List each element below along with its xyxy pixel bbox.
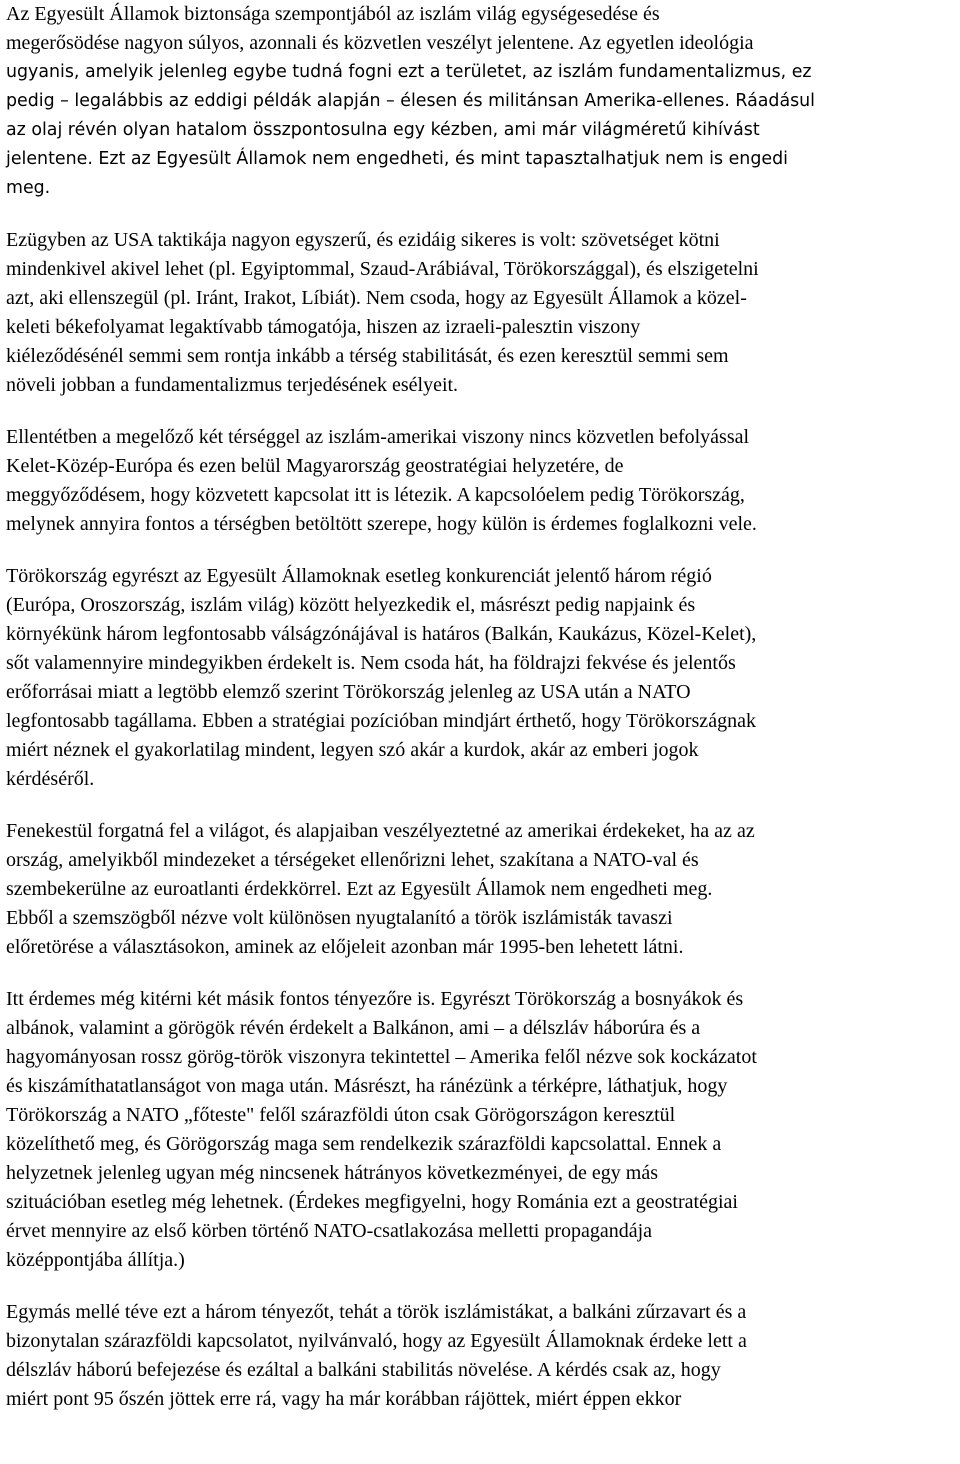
text-line: Fenekestül forgatná fel a világot, és alapjaiban veszélyeztetné az amerikai érdekeket, ha az az — [6, 820, 755, 842]
paragraph-1 — [6, 0, 954, 203]
text-line: növeli jobban a fundamentalizmus terjedésének esélyeit. — [6, 374, 459, 396]
paragraph-3 — [6, 423, 954, 539]
text-line: Kelet-Közép-Európa és ezen belül Magyarország geostratégiai helyzetére, de — [6, 455, 624, 477]
paragraph-5 — [6, 817, 954, 962]
text-line: kiéleződésénél semmi sem rontja inkább a térség stabilitását, és ezen keresztül semmi sem — [6, 345, 729, 367]
text-line: délszláv háború befejezése és ezáltal a balkáni stabilitás növelése. A kérdés csak az, hogy — [6, 1359, 721, 1381]
text-line: környékünk három legfontosabb válságzónájával is határos (Balkán, Kaukázus, Közel-Kelet), — [6, 623, 757, 645]
text-line: Ellentétben a megelőző két térséggel az iszlám-amerikai viszony nincs közvetlen befolyással — [6, 426, 750, 448]
paragraph-7 — [6, 1298, 954, 1414]
text-line: kérdéséről. — [6, 768, 95, 790]
text-line: bizonytalan szárazföldi kapcsolatot, nyilvánvaló, hogy az Egyesült Államoknak érdeke lett a — [6, 1330, 747, 1352]
text-line: szituációban esetleg még lehetnek. (Érdekes megfigyelni, hogy Románia ezt a geostratégiai — [6, 1191, 738, 1213]
text-line: az olaj révén olyan hatalom összpontosulna egy kézben, ami már világméretű kihívást — [6, 120, 760, 140]
text-line: albánok, valamint a görögök révén érdekelt a Balkánon, ami – a délszláv háborúra és a — [6, 1017, 701, 1039]
text-line: erőforrásai miatt a legtöbb elemző szerint Törökország jelenleg az USA után a NATO — [6, 681, 691, 703]
text-line: hagyományosan rossz görög-török viszonyra tekintettel – Amerika felől nézve sok kockázatot — [6, 1046, 757, 1068]
text-line: meggyőződésem, hogy közvetett kapcsolat itt is létezik. A kapcsolóelem pedig Törökország, — [6, 484, 745, 506]
text-line: miért pont 95 őszén jöttek erre rá, vagy ha már korábban rájöttek, miért éppen ekkor — [6, 1388, 682, 1410]
text-line: Az Egyesült Államok biztonsága szempontjából az iszlám világ egységesedése és — [6, 3, 660, 25]
text-line: keleti békefolyamat legaktívabb támogatója, hiszen az izraeli-palesztin viszony — [6, 316, 641, 338]
text-line: ország, amelyikből mindezeket a térségeket ellenőrizni lehet, szakítana a NATO-val és — [6, 849, 699, 871]
text-line: pedig – legalábbis az eddigi példák alapján – élesen és militánsan Amerika-ellenes. Ráadásul — [6, 91, 816, 111]
text-line: szembekerülne az euroatlanti érdekkörrel. Ezt az Egyesült Államok nem engedheti meg. — [6, 878, 713, 900]
text-line: melynek annyira fontos a térségben betöltött szerepe, hogy külön is érdemes foglalkozni vele. — [6, 513, 757, 535]
text-line: Törökország a NATO „főteste" felől szárazföldi úton csak Görögországon keresztül — [6, 1104, 676, 1126]
document-page — [6, 0, 954, 1437]
text-line: miért néznek el gyakorlatilag mindent, legyen szó akár a kurdok, akár az emberi jogok — [6, 739, 699, 761]
text-line: helyzetnek jelenleg ugyan még nincsenek hátrányos következményei, de egy más — [6, 1162, 658, 1184]
text-line: Itt érdemes még kitérni két másik fontos tényezőre is. Egyrészt Törökország a bosnyákok és — [6, 988, 744, 1010]
text-line: Ezügyben az USA taktikája nagyon egyszerű, és ezidáig sikeres is volt: szövetséget kötni — [6, 229, 720, 251]
paragraph-4 — [6, 562, 954, 794]
text-line: megerősödése nagyon súlyos, azonnali és közvetlen veszélyt jelentene. Az egyetlen ideológia — [6, 32, 754, 54]
paragraph-2 — [6, 226, 954, 400]
text-line: meg. — [6, 178, 51, 198]
text-line: (Európa, Oroszország, iszlám világ) között helyezkedik el, másrészt pedig napjaink és — [6, 594, 696, 616]
text-line: ugyanis, amelyik jelenleg egybe tudná fogni ezt a területet, az iszlám fundamentalizmus, ez — [6, 62, 812, 82]
text-line: és kiszámíthatatlanságot von maga után. Másrészt, ha ránézünk a térképre, láthatjuk, hogy — [6, 1075, 728, 1097]
text-line: középpontjába állítja.) — [6, 1249, 185, 1271]
text-line: sőt valamennyire mindegyikben érdekelt is. Nem csoda hát, ha földrajzi fekvése és jelentős — [6, 652, 736, 674]
text-line: Egymás mellé téve ezt a három tényezőt, tehát a török iszlámistákat, a balkáni zűrzavart és a — [6, 1301, 747, 1323]
text-line: azt, aki ellenszegül (pl. Iránt, Irakot, Líbiát). Nem csoda, hogy az Egyesült Államok a közel- — [6, 287, 747, 309]
text-line: előretörése a választásokon, aminek az előjeleit azonban már 1995-ben lehetett látni. — [6, 936, 684, 958]
text-line: Törökország egyrészt az Egyesült Államoknak esetleg konkurenciát jelentő három régió — [6, 565, 712, 587]
text-line: mindenkivel akivel lehet (pl. Egyiptommal, Szaud-Arábiával, Törökországgal), és elszigetelni — [6, 258, 759, 280]
text-line: közelíthető meg, és Görögország maga sem rendelkezik szárazföldi kapcsolattal. Ennek a — [6, 1133, 722, 1155]
text-line: érvet mennyire az első körben történő NATO-csatlakozása melletti propagandája — [6, 1220, 653, 1242]
text-line: legfontosabb tagállama. Ebben a stratégiai pozícióban mindjárt érthető, hogy Törökországnak — [6, 710, 756, 732]
paragraph-6 — [6, 985, 954, 1275]
text-line: Ebből a szemszögből nézve volt különösen nyugtalanító a török iszlámisták tavaszi — [6, 907, 673, 929]
text-line: jelentene. Ezt az Egyesült Államok nem engedheti, és mint tapasztalhatjuk nem is engedi — [6, 149, 788, 169]
